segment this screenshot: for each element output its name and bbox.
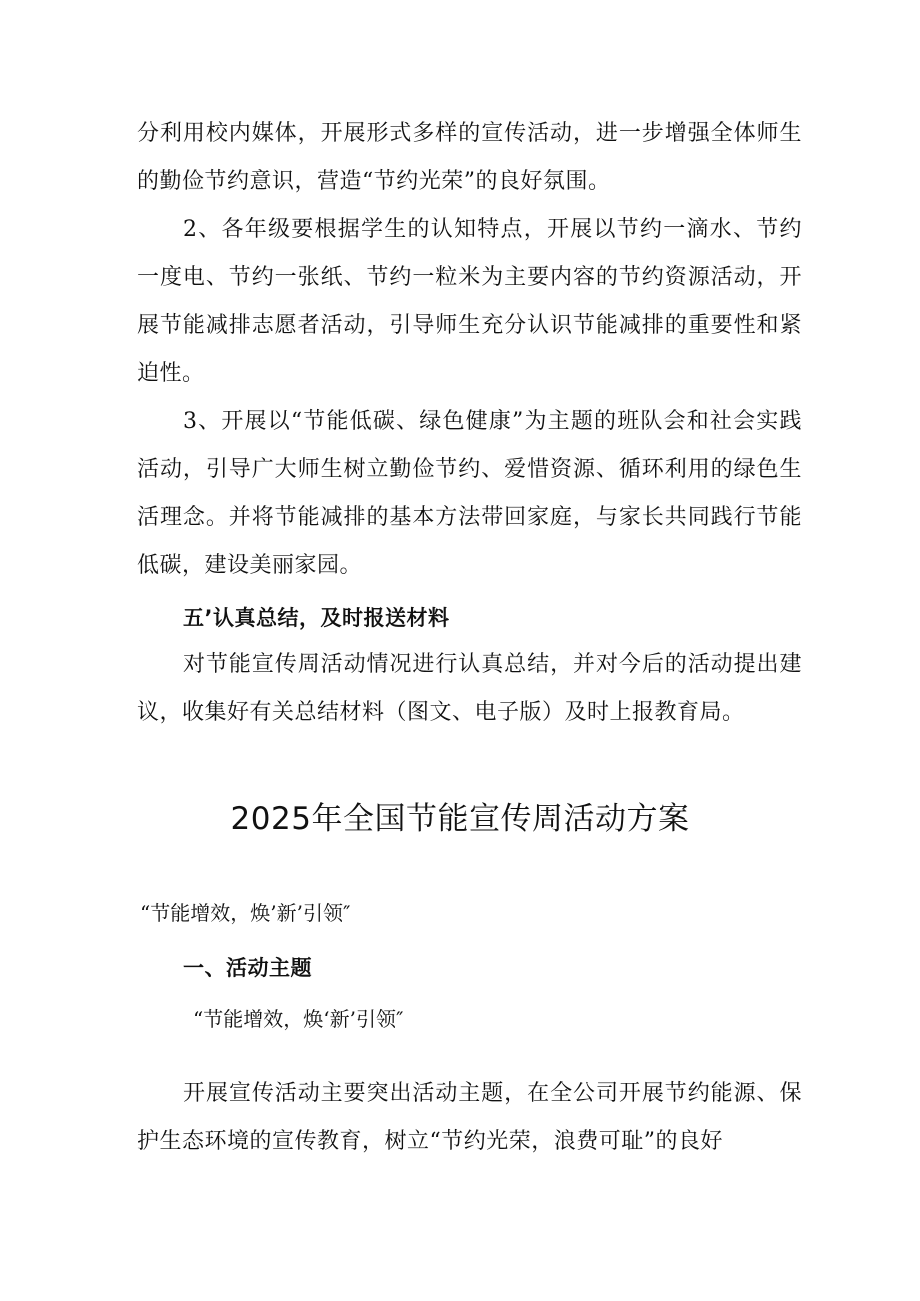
paragraph-item-3: 3、开展以“节能低碳、绿色健康”为主题的班队会和社会实践活动，引导广大师生树立勤俭节约、爱惜资源、循环利用的绿色生活理念。并将节能减排的基本方法带回家庭，与家长共同践行节能低碳，建设美丽家园。	[137, 409, 802, 578]
paragraph-continued: 分利用校内媒体，开展形式多样的宣传活动，进一步增强全体师生的勤俭节约意识，营造“节约光荣”的良好氛围。	[137, 121, 802, 194]
section-one-heading: 一、活动主题	[183, 956, 312, 980]
slogan-line: “节能增效，焕’新’引领″	[140, 901, 351, 925]
paragraph-item-2: 2、各年级要根据学生的认知特点，开展以节约一滴水、节约一度电、节约一张纸、节约一粒米为主要内容的节约资源活动，开展节能减排志愿者活动，引导师生充分认识节能减排的重要性和紧迫性。	[137, 217, 802, 386]
section-five-heading: 五’认真总结，及时报送材料	[183, 606, 450, 630]
theme-line: “节能增效，焕‘新’引领″	[193, 1007, 404, 1031]
document-title: 2025年全国节能宣传周活动方案	[230, 801, 690, 837]
section-one-body: 开展宣传活动主要突出活动主题，在全公司开展节约能源、保护生态环境的宣传教育，树立“节约光荣，浪费可耻”的良好	[137, 1081, 802, 1154]
section-five-body: 对节能宣传周活动情况进行认真总结，并对今后的活动提出建议，收集好有关总结材料（图文、电子版）及时上报教育局。	[137, 652, 802, 725]
